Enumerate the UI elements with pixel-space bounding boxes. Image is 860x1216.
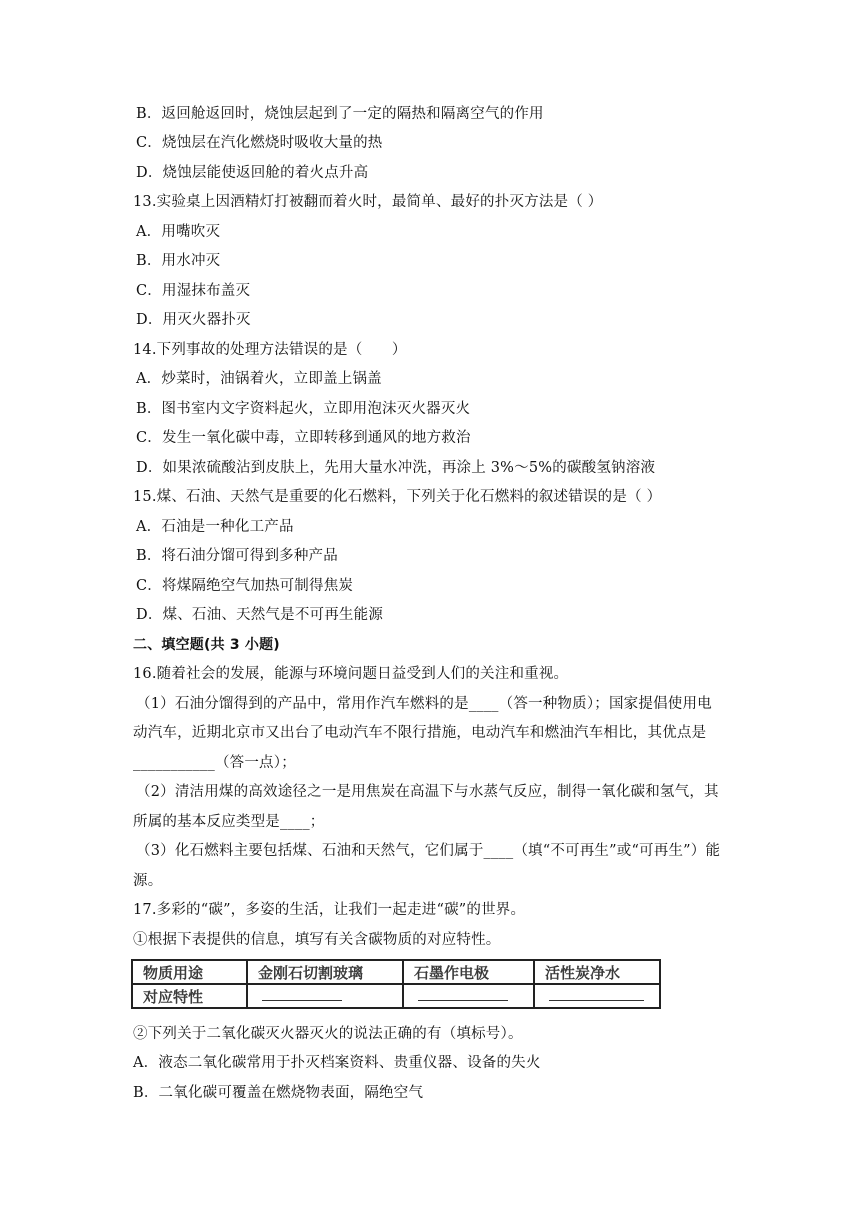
q16-part3-line1: （3）化石燃料主要包括煤、石油和天然气，它们属于____（填“不可再生”或“可再生”）能	[136, 843, 721, 859]
q16-part1-line1: （1）石油分馏得到的产品中，常用作汽车燃料的是____（答一种物质）；国家提倡使用电	[136, 696, 712, 712]
option-q12-d: D．烧蚀层能使返回舱的着火点升高	[136, 165, 369, 181]
option-q14-b: B．图书室内文字资料起火，立即用泡沫灭火器灭火	[136, 401, 471, 417]
q17-part1: ①根据下表提供的信息，填写有关含碳物质的对应特性。	[133, 932, 501, 948]
option-q15-c: C．将煤隔绝空气加热可制得焦炭	[136, 578, 354, 594]
option-q12-c: C．烧蚀层在汽化燃烧时吸收大量的热	[136, 135, 383, 151]
option-q15-a: A．石油是一种化工产品	[136, 519, 294, 535]
option-q13-a: A．用嘴吹灭	[136, 224, 221, 240]
question-16: 16.随着社会的发展，能源与环境问题日益受到人们的关注和重视。	[133, 666, 569, 682]
table-cell: 石墨作电极	[403, 960, 534, 984]
table-cell: 金刚石切割玻璃	[247, 960, 403, 984]
option-q15-d: D．煤、石油、天然气是不可再生能源	[136, 607, 384, 623]
q17-part2: ②下列关于二氧化碳灭火器灭火的说法正确的有（填标号）。	[133, 1026, 523, 1042]
question-15: 15.煤、石油、天然气是重要的化石燃料，下列关于化石燃料的叙述错误的是（ ）	[133, 489, 662, 505]
q16-part1-line2: 动汽车，近期北京市又出台了电动汽车不限行措施，电动汽车和燃油汽车相比，其优点是	[133, 725, 707, 741]
option-q15-b: B．将石油分馏可得到多种产品	[136, 548, 338, 564]
table-row	[132, 960, 660, 984]
option-q12-b: B．返回舱返回时，烧蚀层起到了一定的隔热和隔离空气的作用	[136, 106, 544, 122]
option-q17-a: A．液态二氧化碳常用于扑灭档案资料、贵重仪器、设备的失火	[133, 1055, 541, 1071]
table-cell: 对应特性	[132, 984, 247, 1008]
table-cell: 活性炭净水	[534, 960, 660, 984]
question-13: 13.实验桌上因酒精灯打被翻而着火时，最简单、最好的扑灭方法是（ ）	[133, 194, 603, 210]
section-heading-fill-in: 二、填空题(共 3 小题)	[133, 637, 280, 653]
table-row	[132, 984, 660, 1008]
question-14: 14.下列事故的处理方法错误的是（ ）	[133, 342, 407, 358]
option-q13-c: C．用湿抹布盖灭	[136, 283, 251, 299]
option-q14-d: D．如果浓硫酸沾到皮肤上，先用大量水冲洗，再涂上 3%～5%的碳酸氢钠溶液	[136, 460, 656, 476]
q16-part2-line2: 所属的基本反应类型是____；	[133, 814, 325, 830]
option-q14-a: A．炒菜时，油锅着火，立即盖上锅盖	[136, 371, 382, 387]
option-q13-d: D．用灭火器扑灭	[136, 312, 251, 328]
answer-blank[interactable]	[403, 984, 534, 1008]
option-q13-b: B．用水冲灭	[136, 253, 221, 269]
q16-part3-line2: 源。	[133, 873, 163, 889]
carbon-properties-table	[131, 959, 661, 1009]
option-q14-c: C．发生一氧化碳中毒，立即转移到通风的地方救治	[136, 430, 471, 446]
answer-blank[interactable]	[534, 984, 660, 1008]
question-17: 17.多彩的“碳”，多姿的生活，让我们一起走进“碳”的世界。	[133, 902, 526, 918]
table-cell: 物质用途	[132, 960, 247, 984]
q16-part2-line1: （2）清洁用煤的高效途径之一是用焦炭在高温下与水蒸气反应，制得一氧化碳和氢气，其	[136, 784, 719, 800]
option-q17-b: B．二氧化碳可覆盖在燃烧物表面，隔绝空气	[133, 1085, 424, 1101]
answer-blank[interactable]	[247, 984, 403, 1008]
q16-part1-line3: ___________（答一点）；	[133, 755, 296, 771]
